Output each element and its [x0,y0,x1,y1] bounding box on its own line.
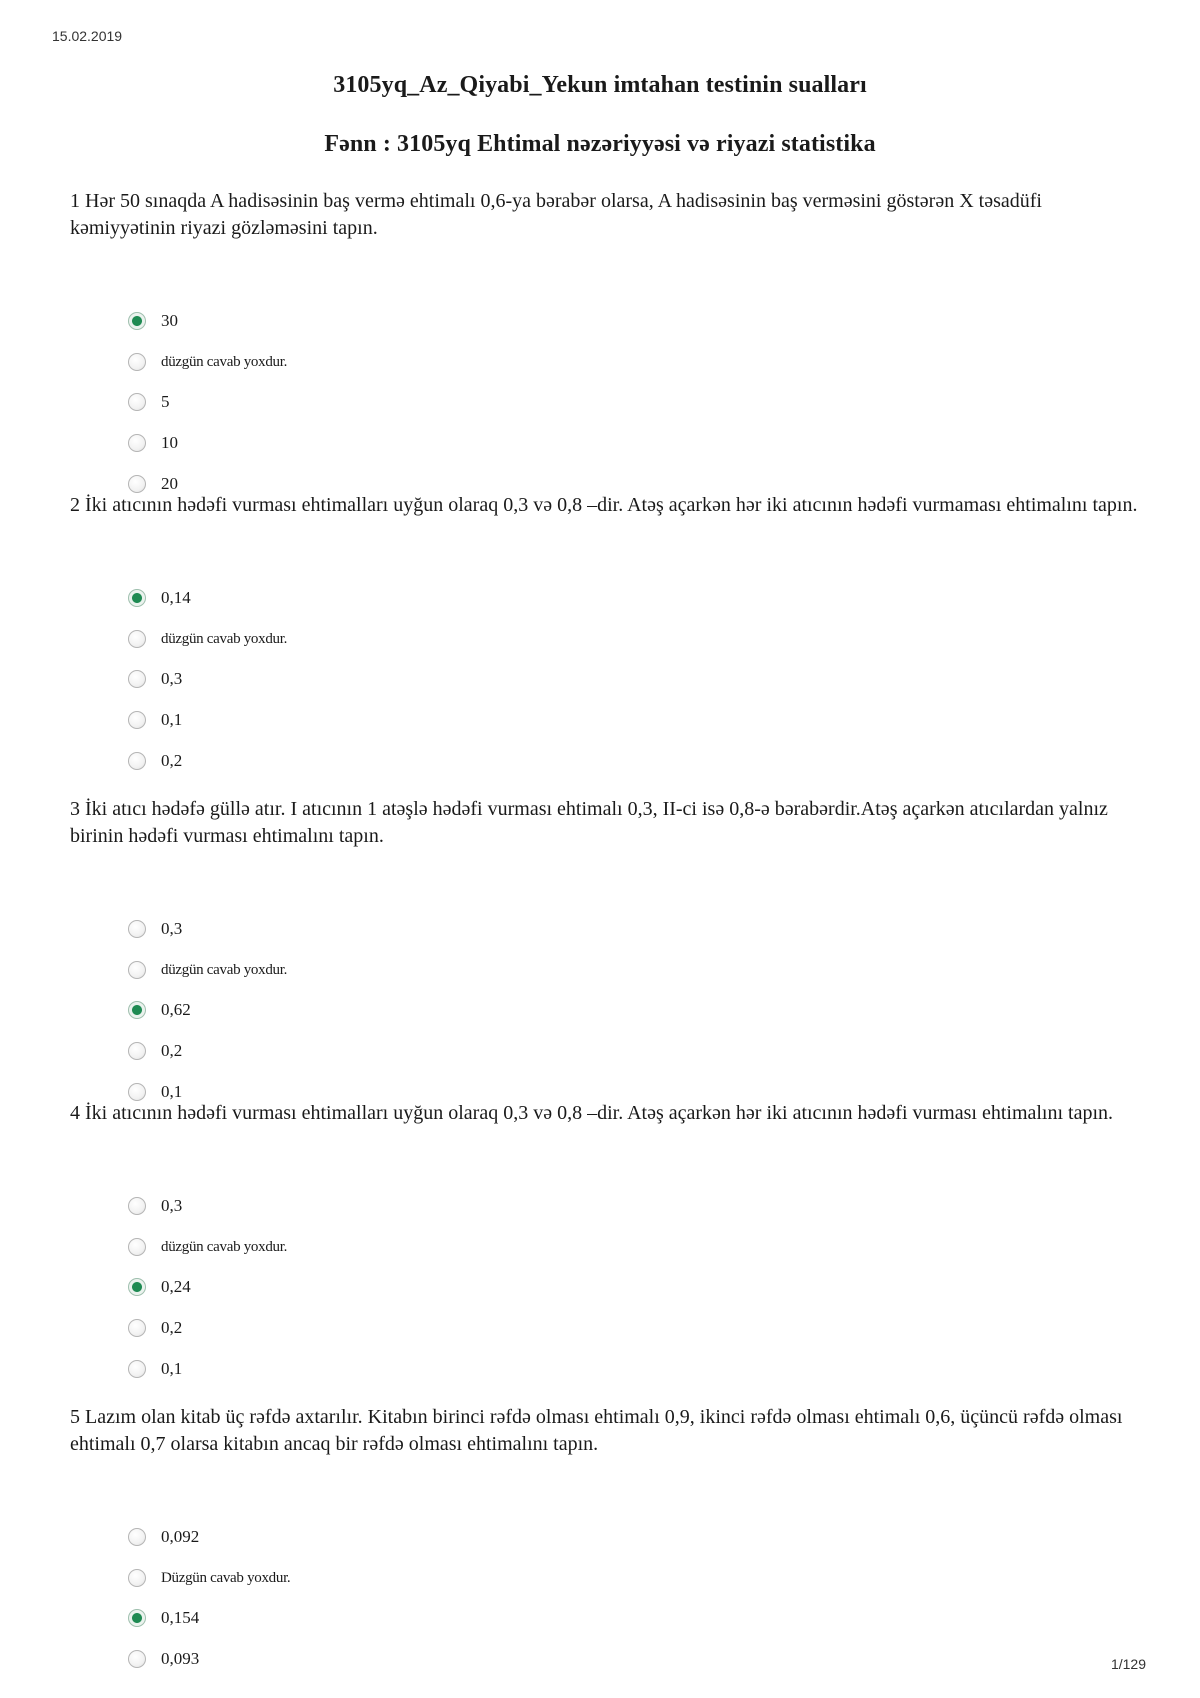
answer-option[interactable] [128,1644,199,1674]
question-4 [70,1100,1140,1378]
radio-button[interactable] [128,353,146,371]
radio-button[interactable] [128,711,146,729]
question-text: 5 Lazım olan kitab üç rəfdə axtarılır. Kitabın birinci rəfdə olması ehtimalı 0,9, ikinci rəfdə olması ehtimalı 0,6, üçüncü rəfdə olması ehtimalı 0,7 olarsa kitabın ancaq bir rəfdə olması ehtimalını tapın. [70,1406,1123,1455]
answer-option[interactable] [128,1232,287,1262]
answer-option[interactable] [128,1036,182,1066]
option-label: 0,62 [161,1000,191,1019]
question-3 [70,796,1140,1101]
radio-button[interactable] [128,434,146,452]
radio-button[interactable] [128,630,146,648]
question-2 [70,492,1140,770]
radio-button[interactable] [128,393,146,411]
answer-option[interactable] [128,705,182,735]
radio-button[interactable] [128,1528,146,1546]
answer-option[interactable] [128,306,178,336]
radio-button[interactable] [128,312,146,330]
option-label: 0,24 [161,1277,191,1296]
option-label: düzgün cavab yoxdur. [161,353,288,370]
option-label: 0,092 [161,1527,200,1546]
option-label: düzgün cavab yoxdur. [161,961,288,978]
answer-option[interactable] [128,387,170,417]
answer-option[interactable] [128,746,182,776]
option-label: 0,3 [161,1196,183,1215]
answer-option[interactable] [128,1272,191,1302]
radio-button[interactable] [128,1001,146,1019]
option-label: 20 [161,474,178,493]
question-text: 2 İki atıcının hədəfi vurması ehtimalları uyğun olaraq 0,3 və 0,8 –dir. Atəş açarkən hər iki atıcının hədəfi vurmaması ehtimalını tapın. [70,494,1138,516]
option-label: 0,1 [161,1359,183,1378]
radio-button[interactable] [128,1083,146,1101]
question-text: 3 İki atıcı hədəfə güllə atır. I atıcının 1 atəşlə hədəfi vurması ehtimalı 0,3, II-ci isə 0,8-ə bərabərdir.Atəş açarkən atıcılardan yalnız birinin hədəfi vurması ehtimalını tapın. [70,798,1108,847]
option-label: 0,2 [161,751,183,770]
radio-button[interactable] [128,1238,146,1256]
option-label: düzgün cavab yoxdur. [161,1238,288,1255]
question-1 [70,188,1140,493]
option-label: 0,1 [161,710,183,729]
option-label: 0,154 [161,1608,200,1627]
option-label: 0,14 [161,588,191,607]
question-text: 1 Hər 50 sınaqda A hadisəsinin baş vermə ehtimalı 0,6-ya bərabər olarsa, A hadisəsinin baş verməsini göstərən X təsadüfi kəmiyyətinin riyazi gözləməsini tapın. [70,190,1042,239]
radio-button[interactable] [128,589,146,607]
option-label: 0,2 [161,1041,183,1060]
page-number: 1/129 [1110,1656,1146,1672]
option-label: 0,2 [161,1318,183,1337]
subject-title: Fənn : 3105yq Ehtimal nəzəriyyəsi və riyazi statistika [324,131,876,157]
question-text: 4 İki atıcının hədəfi vurması ehtimalları uyğun olaraq 0,3 və 0,8 –dir. Atəş açarkən hər iki atıcının hədəfi vurması ehtimalını tapın. [70,1102,1114,1124]
radio-button[interactable] [128,1197,146,1215]
option-label: 0,3 [161,919,183,938]
radio-button[interactable] [128,1360,146,1378]
document-title: 3105yq_Az_Qiyabi_Yekun imtahan testinin sualları [333,72,867,98]
option-label: 0,093 [161,1649,200,1668]
radio-button[interactable] [128,1569,146,1587]
answer-option[interactable] [128,664,182,694]
radio-button[interactable] [128,670,146,688]
answer-option[interactable] [128,914,182,944]
print-date: 15.02.2019 [52,28,123,44]
radio-button[interactable] [128,961,146,979]
option-label: 10 [161,433,178,452]
answer-option[interactable] [128,347,287,377]
answer-option[interactable] [128,1522,199,1552]
option-label: 30 [161,311,178,330]
option-label: 0,3 [161,669,183,688]
radio-button[interactable] [128,1319,146,1337]
radio-button[interactable] [128,1609,146,1627]
answer-option[interactable] [128,995,191,1025]
radio-button[interactable] [128,475,146,493]
radio-button[interactable] [128,920,146,938]
answer-option[interactable] [128,624,287,654]
answer-option[interactable] [128,955,287,985]
option-label: 5 [161,392,170,411]
answer-option[interactable] [128,1603,199,1633]
option-label: Düzgün cavab yoxdur. [161,1569,291,1586]
answer-option[interactable] [128,1354,182,1384]
option-label: 0,1 [161,1082,183,1101]
option-label: düzgün cavab yoxdur. [161,630,288,647]
answer-option[interactable] [128,583,191,613]
radio-button[interactable] [128,1042,146,1060]
answer-option[interactable] [128,1313,182,1343]
answer-option[interactable] [128,1563,290,1593]
radio-button[interactable] [128,1278,146,1296]
radio-button[interactable] [128,1650,146,1668]
radio-button[interactable] [128,752,146,770]
answer-option[interactable] [128,428,178,458]
answer-option[interactable] [128,1191,182,1221]
